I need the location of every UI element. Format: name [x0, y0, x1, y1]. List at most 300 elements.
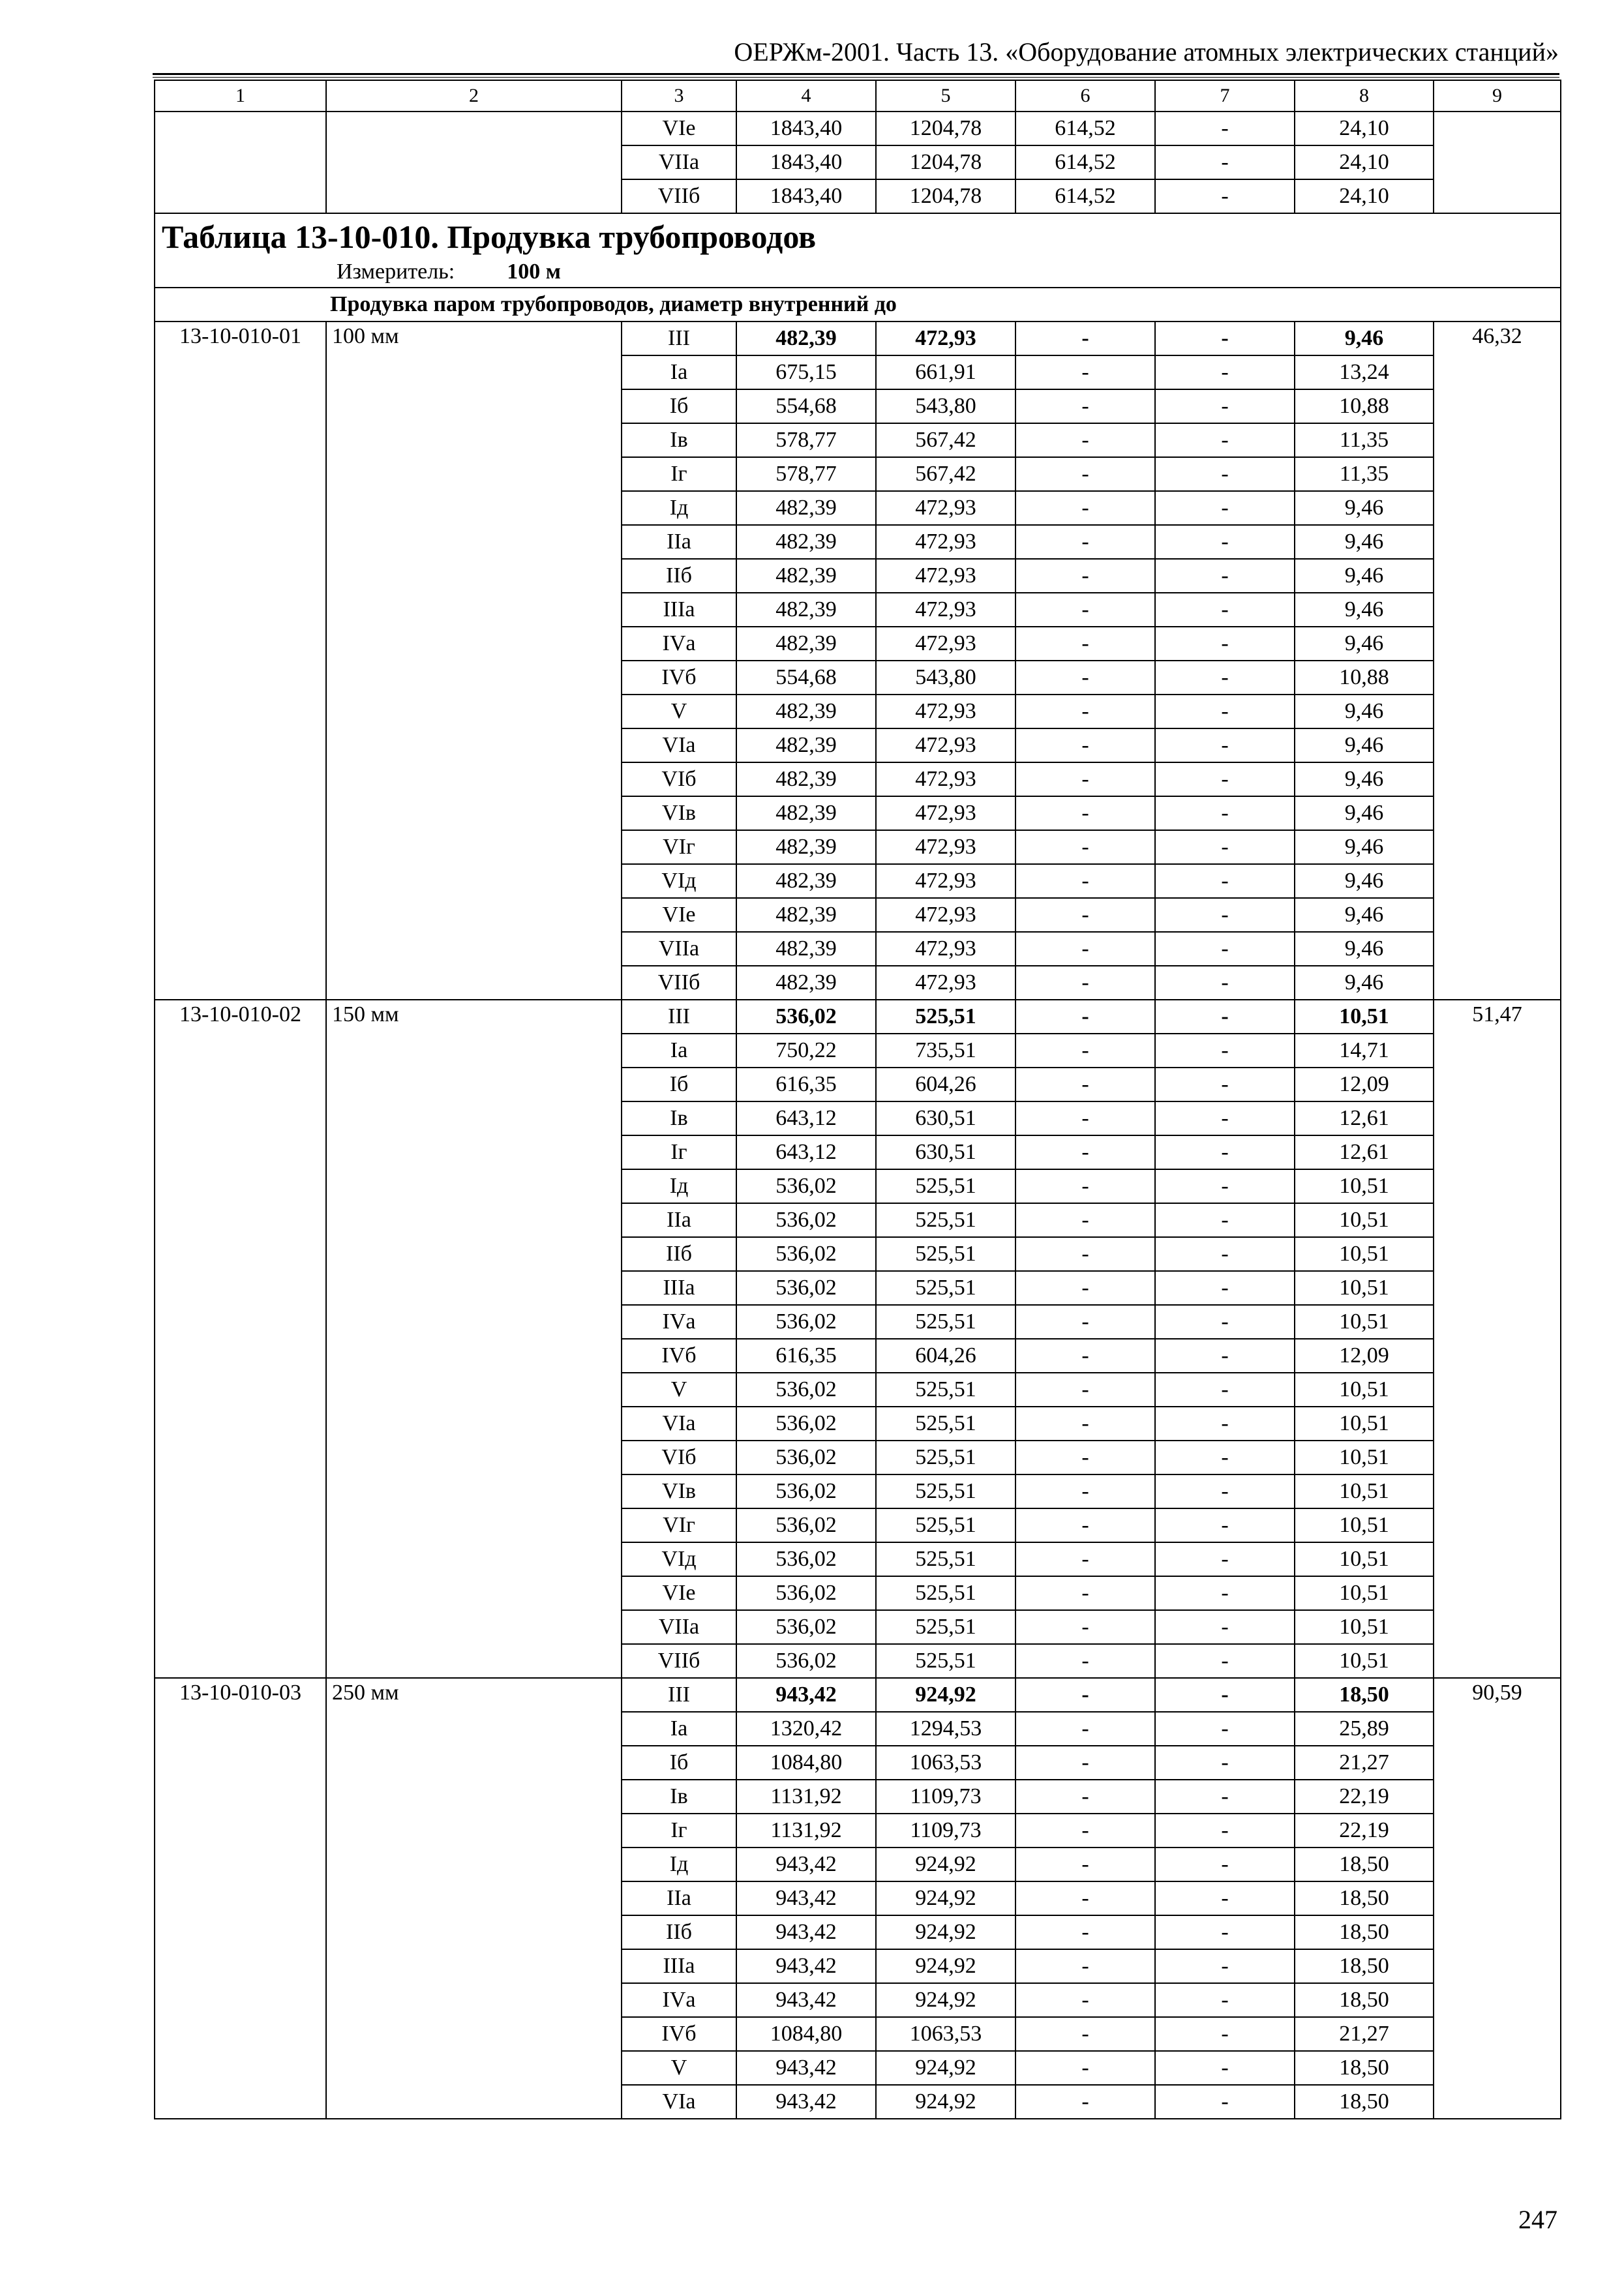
driver-wages-cell: - — [1155, 1881, 1295, 1915]
wages-cell: 472,93 — [876, 796, 1015, 830]
machines-cell: - — [1015, 796, 1155, 830]
zone-cell: IVб — [622, 661, 736, 695]
materials-cell: 11,35 — [1295, 423, 1434, 457]
driver-wages-cell: - — [1155, 1678, 1295, 1712]
machines-cell: - — [1015, 525, 1155, 559]
machines-cell: - — [1015, 355, 1155, 389]
cost-cell: 578,77 — [736, 457, 876, 491]
cost-cell: 1843,40 — [736, 112, 876, 145]
zone-cell: VIIб — [622, 966, 736, 1000]
column-number: 1 — [155, 80, 326, 112]
cost-cell: 943,42 — [736, 1915, 876, 1949]
machines-cell: - — [1015, 457, 1155, 491]
zone-cell: VIе — [622, 112, 736, 145]
zone-cell: IIа — [622, 525, 736, 559]
materials-cell: 10,51 — [1295, 1407, 1434, 1441]
wages-cell: 735,51 — [876, 1034, 1015, 1068]
driver-wages-cell: - — [1155, 1915, 1295, 1949]
cost-cell: 482,39 — [736, 864, 876, 898]
cost-cell: 482,39 — [736, 559, 876, 593]
machines-cell: - — [1015, 1576, 1155, 1610]
wages-cell: 525,51 — [876, 1441, 1015, 1474]
wages-cell: 525,51 — [876, 1644, 1015, 1678]
wages-cell: 924,92 — [876, 1915, 1015, 1949]
driver-wages-cell: - — [1155, 932, 1295, 966]
zone-cell: V — [622, 695, 736, 728]
zone-cell: Iб — [622, 1746, 736, 1780]
column-number: 5 — [876, 80, 1015, 112]
wages-cell: 472,93 — [876, 898, 1015, 932]
cost-cell: 1084,80 — [736, 2017, 876, 2051]
zone-cell: VIIа — [622, 145, 736, 179]
wages-cell: 604,26 — [876, 1068, 1015, 1101]
machines-cell: - — [1015, 1000, 1155, 1034]
cost-cell: 482,39 — [736, 525, 876, 559]
column-number: 8 — [1295, 80, 1434, 112]
materials-cell: 25,89 — [1295, 1712, 1434, 1746]
materials-cell: 10,51 — [1295, 1644, 1434, 1678]
zone-cell: Iд — [622, 491, 736, 525]
wages-cell: 924,92 — [876, 1881, 1015, 1915]
driver-wages-cell: - — [1155, 457, 1295, 491]
driver-wages-cell: - — [1155, 1780, 1295, 1814]
zone-cell: IIIа — [622, 1949, 736, 1983]
zone-cell: IIIа — [622, 1271, 736, 1305]
driver-wages-cell: - — [1155, 2017, 1295, 2051]
zone-cell: VIIа — [622, 1610, 736, 1644]
machines-cell: - — [1015, 1881, 1155, 1915]
driver-wages-cell: - — [1155, 1441, 1295, 1474]
materials-cell: 12,09 — [1295, 1068, 1434, 1101]
zone-cell: Iа — [622, 1712, 736, 1746]
zone-cell: IIб — [622, 559, 736, 593]
materials-cell: 18,50 — [1295, 1848, 1434, 1881]
machines-cell: - — [1015, 2017, 1155, 2051]
cost-cell: 943,42 — [736, 1678, 876, 1712]
materials-cell: 9,46 — [1295, 864, 1434, 898]
carryover-row — [155, 112, 1561, 145]
machines-cell: - — [1015, 1339, 1155, 1373]
wages-cell: 543,80 — [876, 389, 1015, 423]
materials-cell: 12,61 — [1295, 1101, 1434, 1135]
materials-cell: 10,51 — [1295, 1169, 1434, 1203]
machines-cell: 614,52 — [1015, 145, 1155, 179]
materials-cell: 10,51 — [1295, 1000, 1434, 1034]
zone-cell: Iв — [622, 423, 736, 457]
wages-cell: 472,93 — [876, 491, 1015, 525]
materials-cell: 9,46 — [1295, 966, 1434, 1000]
column-number: 2 — [326, 80, 622, 112]
materials-cell: 10,51 — [1295, 1305, 1434, 1339]
materials-cell: 10,51 — [1295, 1441, 1434, 1474]
materials-cell: 9,46 — [1295, 695, 1434, 728]
materials-cell: 24,10 — [1295, 112, 1434, 145]
machines-cell: - — [1015, 2085, 1155, 2119]
wages-cell: 567,42 — [876, 457, 1015, 491]
zone-cell: IIа — [622, 1203, 736, 1237]
materials-cell: 22,19 — [1295, 1814, 1434, 1848]
wages-cell: 924,92 — [876, 1678, 1015, 1712]
wages-cell: 525,51 — [876, 1305, 1015, 1339]
driver-wages-cell: - — [1155, 423, 1295, 457]
wages-cell: 924,92 — [876, 2051, 1015, 2085]
materials-cell: 18,50 — [1295, 2085, 1434, 2119]
driver-wages-cell: - — [1155, 728, 1295, 762]
driver-wages-cell: - — [1155, 1712, 1295, 1746]
wages-cell: 1294,53 — [876, 1712, 1015, 1746]
machines-cell: - — [1015, 1746, 1155, 1780]
driver-wages-cell: - — [1155, 525, 1295, 559]
cost-cell: 536,02 — [736, 1407, 876, 1441]
wages-cell: 567,42 — [876, 423, 1015, 457]
driver-wages-cell: - — [1155, 966, 1295, 1000]
machines-cell: - — [1015, 1373, 1155, 1407]
cost-cell: 578,77 — [736, 423, 876, 457]
materials-cell: 18,50 — [1295, 1983, 1434, 2017]
rates-table-body — [155, 80, 1561, 2119]
materials-cell: 11,35 — [1295, 457, 1434, 491]
cost-cell: 536,02 — [736, 1542, 876, 1576]
measure-line — [162, 257, 1554, 287]
materials-cell: 9,46 — [1295, 762, 1434, 796]
driver-wages-cell: - — [1155, 661, 1295, 695]
machines-cell: - — [1015, 322, 1155, 355]
zone-cell: VIб — [622, 1441, 736, 1474]
driver-wages-cell: - — [1155, 1373, 1295, 1407]
machines-cell: - — [1015, 627, 1155, 661]
machines-cell: - — [1015, 966, 1155, 1000]
wages-cell: 1109,73 — [876, 1814, 1015, 1848]
rate-labor-total: 51,47 — [1434, 1000, 1561, 1678]
zone-cell: Iв — [622, 1101, 736, 1135]
materials-cell: 9,46 — [1295, 728, 1434, 762]
materials-cell: 9,46 — [1295, 322, 1434, 355]
driver-wages-cell: - — [1155, 1610, 1295, 1644]
materials-cell: 9,46 — [1295, 830, 1434, 864]
materials-cell: 10,51 — [1295, 1203, 1434, 1237]
column-number: 7 — [1155, 80, 1295, 112]
cost-cell: 482,39 — [736, 966, 876, 1000]
machines-cell: - — [1015, 695, 1155, 728]
driver-wages-cell: - — [1155, 1848, 1295, 1881]
driver-wages-cell: - — [1155, 1576, 1295, 1610]
driver-wages-cell: - — [1155, 1271, 1295, 1305]
driver-wages-cell: - — [1155, 627, 1295, 661]
zone-cell: III — [622, 1678, 736, 1712]
driver-wages-cell: - — [1155, 1508, 1295, 1542]
measure-unit: 100 м — [507, 260, 561, 284]
driver-wages-cell: - — [1155, 762, 1295, 796]
machines-cell: - — [1015, 830, 1155, 864]
driver-wages-cell: - — [1155, 1034, 1295, 1068]
driver-wages-cell: - — [1155, 1983, 1295, 2017]
wages-cell: 525,51 — [876, 1542, 1015, 1576]
zone-cell: VIе — [622, 1576, 736, 1610]
cost-cell: 536,02 — [736, 1169, 876, 1203]
materials-cell: 12,09 — [1295, 1339, 1434, 1373]
cost-cell: 536,02 — [736, 1203, 876, 1237]
cost-cell: 536,02 — [736, 1508, 876, 1542]
zone-cell: VIд — [622, 1542, 736, 1576]
cost-cell: 616,35 — [736, 1339, 876, 1373]
cost-cell: 1843,40 — [736, 179, 876, 213]
materials-cell: 18,50 — [1295, 1915, 1434, 1949]
zone-cell: VIв — [622, 796, 736, 830]
wages-cell: 604,26 — [876, 1339, 1015, 1373]
driver-wages-cell: - — [1155, 145, 1295, 179]
driver-wages-cell: - — [1155, 389, 1295, 423]
cost-cell: 943,42 — [736, 2051, 876, 2085]
machines-cell: - — [1015, 1814, 1155, 1848]
machines-cell: - — [1015, 593, 1155, 627]
machines-cell: - — [1015, 1203, 1155, 1237]
table-title: Таблица 13-10-010. Продувка трубопроводов — [162, 218, 817, 255]
driver-wages-cell: - — [1155, 491, 1295, 525]
machines-cell: - — [1015, 898, 1155, 932]
rate-diameter: 100 мм — [326, 322, 622, 1000]
cost-cell: 1131,92 — [736, 1780, 876, 1814]
machines-cell: - — [1015, 1542, 1155, 1576]
cost-cell: 1131,92 — [736, 1814, 876, 1848]
driver-wages-cell: - — [1155, 112, 1295, 145]
materials-cell: 10,51 — [1295, 1508, 1434, 1542]
column-number: 3 — [622, 80, 736, 112]
wages-cell: 1204,78 — [876, 145, 1015, 179]
driver-wages-cell: - — [1155, 1644, 1295, 1678]
materials-cell: 21,27 — [1295, 1746, 1434, 1780]
table-row — [155, 322, 1561, 355]
driver-wages-cell: - — [1155, 1237, 1295, 1271]
table-title-row — [155, 213, 1561, 288]
driver-wages-cell: - — [1155, 1814, 1295, 1848]
machines-cell: - — [1015, 661, 1155, 695]
rate-diameter: 250 мм — [326, 1678, 622, 2119]
wages-cell: 472,93 — [876, 627, 1015, 661]
materials-cell: 13,24 — [1295, 355, 1434, 389]
zone-cell: IIIа — [622, 593, 736, 627]
machines-cell: - — [1015, 1237, 1155, 1271]
machines-cell: - — [1015, 1441, 1155, 1474]
driver-wages-cell: - — [1155, 796, 1295, 830]
wages-cell: 924,92 — [876, 1949, 1015, 1983]
wages-cell: 525,51 — [876, 1576, 1015, 1610]
materials-cell: 10,51 — [1295, 1576, 1434, 1610]
wages-cell: 472,93 — [876, 559, 1015, 593]
machines-cell: - — [1015, 762, 1155, 796]
wages-cell: 924,92 — [876, 2085, 1015, 2119]
zone-cell: VIе — [622, 898, 736, 932]
wages-cell: 1109,73 — [876, 1780, 1015, 1814]
wages-cell: 1063,53 — [876, 2017, 1015, 2051]
wages-cell: 525,51 — [876, 1474, 1015, 1508]
section-title: Продувка паром трубопроводов, диаметр внутренний до — [155, 288, 1561, 322]
cost-cell: 482,39 — [736, 898, 876, 932]
rate-diameter: 150 мм — [326, 1000, 622, 1678]
zone-cell: IVб — [622, 2017, 736, 2051]
machines-cell: - — [1015, 1407, 1155, 1441]
zone-cell: Iг — [622, 1135, 736, 1169]
driver-wages-cell: - — [1155, 695, 1295, 728]
section-row — [155, 288, 1561, 322]
wages-cell: 472,93 — [876, 695, 1015, 728]
materials-cell: 14,71 — [1295, 1034, 1434, 1068]
machines-cell: - — [1015, 1305, 1155, 1339]
cost-cell: 616,35 — [736, 1068, 876, 1101]
carryover-code-cell — [155, 112, 326, 213]
column-number: 9 — [1434, 80, 1561, 112]
machines-cell: - — [1015, 1780, 1155, 1814]
zone-cell: Iд — [622, 1848, 736, 1881]
driver-wages-cell: - — [1155, 1542, 1295, 1576]
materials-cell: 10,51 — [1295, 1610, 1434, 1644]
machines-cell: - — [1015, 728, 1155, 762]
zone-cell: V — [622, 2051, 736, 2085]
zone-cell: VIб — [622, 762, 736, 796]
cost-cell: 943,42 — [736, 1881, 876, 1915]
wages-cell: 525,51 — [876, 1373, 1015, 1407]
materials-cell: 12,61 — [1295, 1135, 1434, 1169]
carryover-name-cell — [326, 112, 622, 213]
zone-cell: IVб — [622, 1339, 736, 1373]
cost-cell: 943,42 — [736, 1848, 876, 1881]
materials-cell: 22,19 — [1295, 1780, 1434, 1814]
cost-cell: 554,68 — [736, 389, 876, 423]
cost-cell: 536,02 — [736, 1441, 876, 1474]
machines-cell: - — [1015, 2051, 1155, 2085]
driver-wages-cell: - — [1155, 2051, 1295, 2085]
materials-cell: 10,51 — [1295, 1271, 1434, 1305]
rate-code: 13-10-010-03 — [155, 1678, 326, 2119]
cost-cell: 1843,40 — [736, 145, 876, 179]
driver-wages-cell: - — [1155, 898, 1295, 932]
rate-code: 13-10-010-01 — [155, 322, 326, 1000]
driver-wages-cell: - — [1155, 830, 1295, 864]
driver-wages-cell: - — [1155, 864, 1295, 898]
zone-cell: Iд — [622, 1169, 736, 1203]
materials-cell: 18,50 — [1295, 1678, 1434, 1712]
materials-cell: 18,50 — [1295, 1949, 1434, 1983]
zone-cell: VIIа — [622, 932, 736, 966]
machines-cell: - — [1015, 1034, 1155, 1068]
machines-cell: - — [1015, 1135, 1155, 1169]
wages-cell: 525,51 — [876, 1000, 1015, 1034]
driver-wages-cell: - — [1155, 593, 1295, 627]
wages-cell: 1204,78 — [876, 179, 1015, 213]
driver-wages-cell: - — [1155, 355, 1295, 389]
materials-cell: 10,51 — [1295, 1542, 1434, 1576]
cost-cell: 943,42 — [736, 1983, 876, 2017]
machines-cell: - — [1015, 389, 1155, 423]
materials-cell: 9,46 — [1295, 932, 1434, 966]
driver-wages-cell: - — [1155, 1068, 1295, 1101]
wages-cell: 472,93 — [876, 830, 1015, 864]
driver-wages-cell: - — [1155, 1203, 1295, 1237]
cost-cell: 750,22 — [736, 1034, 876, 1068]
cost-cell: 943,42 — [736, 1949, 876, 1983]
wages-cell: 472,93 — [876, 762, 1015, 796]
cost-cell: 536,02 — [736, 1373, 876, 1407]
wages-cell: 924,92 — [876, 1848, 1015, 1881]
materials-cell: 9,46 — [1295, 559, 1434, 593]
machines-cell: - — [1015, 1068, 1155, 1101]
zone-cell: Iв — [622, 1780, 736, 1814]
materials-cell: 24,10 — [1295, 145, 1434, 179]
zone-cell: VIIб — [622, 179, 736, 213]
zone-cell: Iа — [622, 355, 736, 389]
machines-cell: - — [1015, 1848, 1155, 1881]
machines-cell: 614,52 — [1015, 112, 1155, 145]
materials-cell: 10,88 — [1295, 389, 1434, 423]
cost-cell: 536,02 — [736, 1576, 876, 1610]
driver-wages-cell: - — [1155, 1407, 1295, 1441]
driver-wages-cell: - — [1155, 1169, 1295, 1203]
driver-wages-cell: - — [1155, 1746, 1295, 1780]
driver-wages-cell: - — [1155, 1135, 1295, 1169]
machines-cell: - — [1015, 1712, 1155, 1746]
cost-cell: 482,39 — [736, 695, 876, 728]
machines-cell: - — [1015, 1644, 1155, 1678]
cost-cell: 536,02 — [736, 1644, 876, 1678]
zone-cell: VIг — [622, 830, 736, 864]
zone-cell: III — [622, 1000, 736, 1034]
materials-cell: 10,88 — [1295, 661, 1434, 695]
zone-cell: Iг — [622, 1814, 736, 1848]
materials-cell: 9,46 — [1295, 525, 1434, 559]
wages-cell: 472,93 — [876, 525, 1015, 559]
zone-cell: VIв — [622, 1474, 736, 1508]
zone-cell: VIа — [622, 1407, 736, 1441]
cost-cell: 536,02 — [736, 1474, 876, 1508]
zone-cell: Iб — [622, 1068, 736, 1101]
wages-cell: 525,51 — [876, 1508, 1015, 1542]
cost-cell: 643,12 — [736, 1135, 876, 1169]
cost-cell: 943,42 — [736, 2085, 876, 2119]
measure-label: Измеритель: — [337, 260, 455, 284]
machines-cell: - — [1015, 1983, 1155, 2017]
wages-cell: 630,51 — [876, 1101, 1015, 1135]
wages-cell: 525,51 — [876, 1203, 1015, 1237]
cost-cell: 536,02 — [736, 1271, 876, 1305]
cost-cell: 536,02 — [736, 1237, 876, 1271]
wages-cell: 472,93 — [876, 728, 1015, 762]
cost-cell: 482,39 — [736, 830, 876, 864]
cost-cell: 482,39 — [736, 796, 876, 830]
column-number: 6 — [1015, 80, 1155, 112]
rate-code: 13-10-010-02 — [155, 1000, 326, 1678]
driver-wages-cell: - — [1155, 1305, 1295, 1339]
materials-cell: 10,51 — [1295, 1373, 1434, 1407]
cost-cell: 482,39 — [736, 491, 876, 525]
column-number: 4 — [736, 80, 876, 112]
zone-cell: IVа — [622, 627, 736, 661]
cost-cell: 536,02 — [736, 1305, 876, 1339]
cost-cell: 536,02 — [736, 1000, 876, 1034]
wages-cell: 525,51 — [876, 1610, 1015, 1644]
machines-cell: - — [1015, 1169, 1155, 1203]
zone-cell: VIIб — [622, 1644, 736, 1678]
machines-cell: - — [1015, 423, 1155, 457]
materials-cell: 24,10 — [1295, 179, 1434, 213]
materials-cell: 18,50 — [1295, 1881, 1434, 1915]
materials-cell: 9,46 — [1295, 796, 1434, 830]
zone-cell: IIа — [622, 1881, 736, 1915]
machines-cell: - — [1015, 1508, 1155, 1542]
zone-cell: III — [622, 322, 736, 355]
driver-wages-cell: - — [1155, 1339, 1295, 1373]
cost-cell: 482,39 — [736, 932, 876, 966]
materials-cell: 9,46 — [1295, 627, 1434, 661]
machines-cell: - — [1015, 491, 1155, 525]
